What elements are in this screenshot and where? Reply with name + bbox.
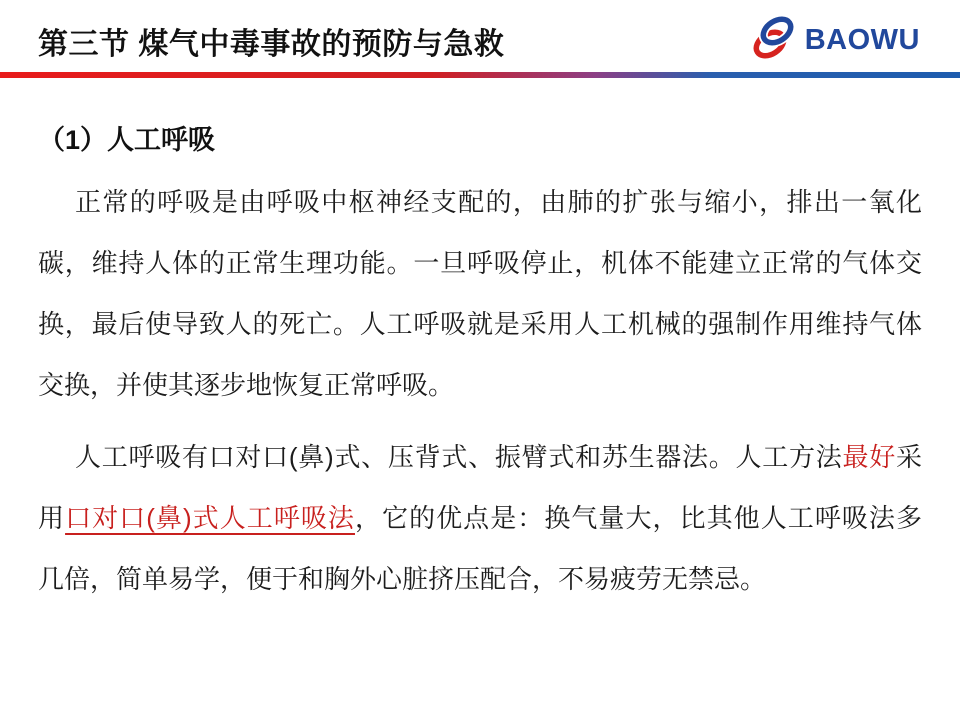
text-segment: 正常的呼吸是由呼吸中枢神经支配的，由肺的扩张与缩小，排出一氧化 bbox=[75, 187, 922, 217]
text-line bbox=[38, 294, 922, 355]
text-segment: ，它的优点是：换气量大，比其他人工呼吸法多 bbox=[354, 503, 922, 533]
paragraph bbox=[38, 427, 922, 610]
baowu-logo bbox=[749, 6, 920, 67]
text-segment: 用 bbox=[38, 503, 66, 533]
text-line bbox=[38, 233, 922, 294]
text-line bbox=[38, 549, 922, 610]
paragraph bbox=[38, 172, 922, 416]
text-line bbox=[38, 172, 922, 233]
slide-title: 第三节 煤气中毒事故的预防与急救 bbox=[38, 28, 505, 61]
text-segment: 几倍，简单易学，便于和胸外心脏挤压配合，不易疲劳无禁忌。 bbox=[38, 564, 767, 594]
baowu-logo-mark-icon bbox=[749, 14, 799, 67]
highlighted-text: 口对口(鼻)式人工呼吸法 bbox=[65, 503, 355, 533]
text-segment: 采 bbox=[895, 442, 922, 472]
text-line bbox=[38, 488, 922, 549]
paragraphs bbox=[38, 172, 922, 610]
section-heading: （1）人工呼吸 bbox=[38, 125, 216, 155]
text-line bbox=[38, 355, 922, 416]
slide-header bbox=[0, 0, 960, 72]
text-line bbox=[38, 427, 922, 488]
text-segment: 交换，并使其逐步地恢复正常呼吸。 bbox=[38, 370, 455, 400]
text-segment: 人工呼吸有口对口(鼻)式、压背式、振臂式和苏生器法。人工方法 bbox=[75, 442, 843, 472]
text-segment: 碳，维持人体的正常生理功能。一旦呼吸停止，机体不能建立正常的气体交 bbox=[38, 248, 922, 278]
baowu-logo-text: BAOWU bbox=[804, 23, 920, 56]
text-segment: 换，最后使导致人的死亡。人工呼吸就是采用人工机械的强制作用维持气体 bbox=[38, 309, 922, 339]
highlighted-text: 最好 bbox=[842, 442, 896, 472]
slide-content bbox=[38, 78, 922, 720]
